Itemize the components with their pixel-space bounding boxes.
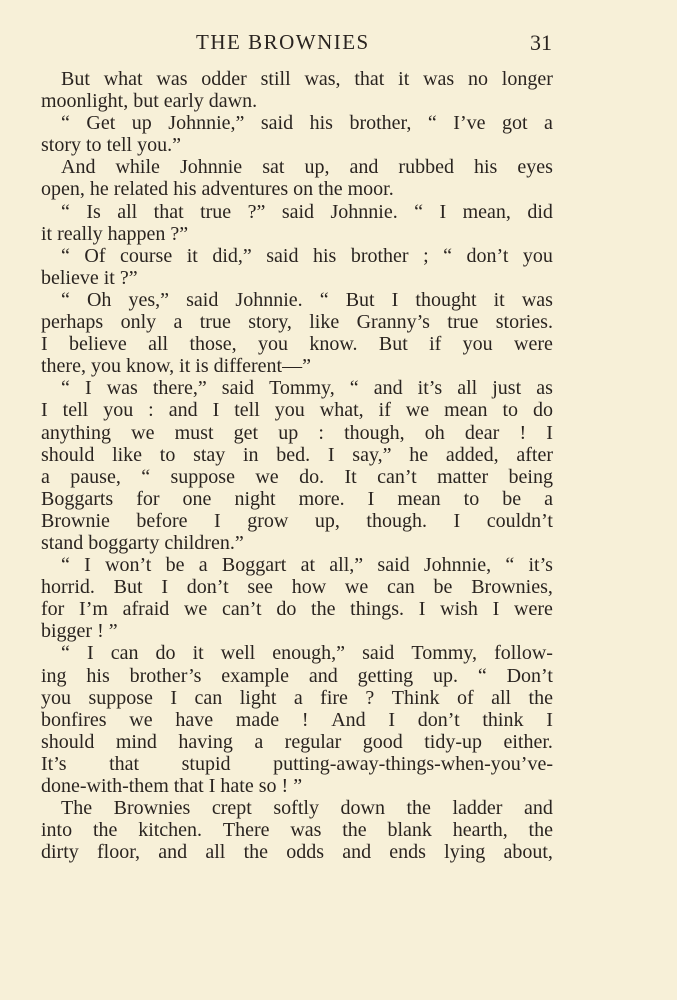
text-line: open, he related his adventures on the moor.	[41, 178, 394, 201]
text-line: done-with-them that I hate so ! ”	[41, 775, 303, 797]
text-line: And while Johnnie sat up, and rubbed his eyes	[61, 156, 553, 179]
text-line: But what was odder still was, that it was no longer	[61, 68, 553, 90]
text-line: horrid. But I don’t see how we can be Brownies,	[41, 576, 553, 599]
page-header	[0, 30, 677, 56]
text-line: should like to stay in bed. I say,” he added, after	[41, 443, 553, 466]
text-line: there, you know, it is different—”	[41, 355, 311, 378]
text-line: into the kitchen. There was the blank hearth, the	[41, 819, 553, 842]
text-line: “ I won’t be a Boggart at all,” said Johnnie, “ it’s	[61, 554, 553, 577]
text-line: bigger ! ”	[41, 620, 118, 643]
text-line: it really happen ?”	[41, 222, 189, 245]
text-line: “ I can do it well enough,” said Tommy, follow-	[61, 642, 553, 665]
text-line: dirty floor, and all the odds and ends lying about,	[41, 841, 553, 864]
body-text	[41, 68, 553, 863]
text-line: The Brownies crept softly down the ladder and	[61, 797, 553, 820]
running-title: THE BROWNIES	[196, 30, 370, 54]
text-line: bonfires we have made ! And I don’t think I	[41, 708, 553, 731]
text-line: “ I was there,” said Tommy, “ and it’s all just as	[61, 377, 553, 400]
text-line: “ Get up Johnnie,” said his brother, “ I’ve got a	[61, 112, 553, 135]
text-line: for I’m afraid we can’t do the things. I wish I were	[41, 598, 553, 621]
text-line: moonlight, but early dawn.	[41, 90, 258, 113]
text-line: anything we must get up : though, oh dear ! I	[41, 421, 553, 444]
text-line: should mind having a regular good tidy-up either.	[41, 730, 553, 753]
text-line: perhaps only a true story, like Granny’s true stories.	[41, 311, 553, 334]
text-line: believe it ?”	[41, 266, 138, 289]
page-number: 31	[530, 30, 552, 55]
text-line: “ Of course it did,” said his brother ; “ don’t you	[61, 244, 553, 267]
text-line: Brownie before I grow up, though. I couldn’t	[41, 509, 553, 532]
text-line: I believe all those, you know. But if you were	[41, 333, 553, 356]
text-line: a pause, “ suppose we do. It can’t matter being	[41, 465, 553, 488]
text-line: I tell you : and I tell you what, if we mean to do	[41, 399, 553, 422]
text-line: you suppose I can light a fire ? Think of all the	[41, 686, 553, 709]
text-line: stand boggarty children.”	[41, 531, 244, 554]
text-line: ing his brother’s example and getting up. “ Don’t	[41, 664, 553, 687]
text-line: “ Is all that true ?” said Johnnie. “ I mean, did	[61, 200, 553, 223]
text-line: “ Oh yes,” said Johnnie. “ But I thought it was	[61, 288, 553, 311]
text-line: It’s that stupid putting-away-things-when-you’ve-	[41, 752, 553, 775]
text-line: Boggarts for one night more. I mean to be a	[41, 487, 553, 510]
text-line: story to tell you.”	[41, 134, 181, 157]
